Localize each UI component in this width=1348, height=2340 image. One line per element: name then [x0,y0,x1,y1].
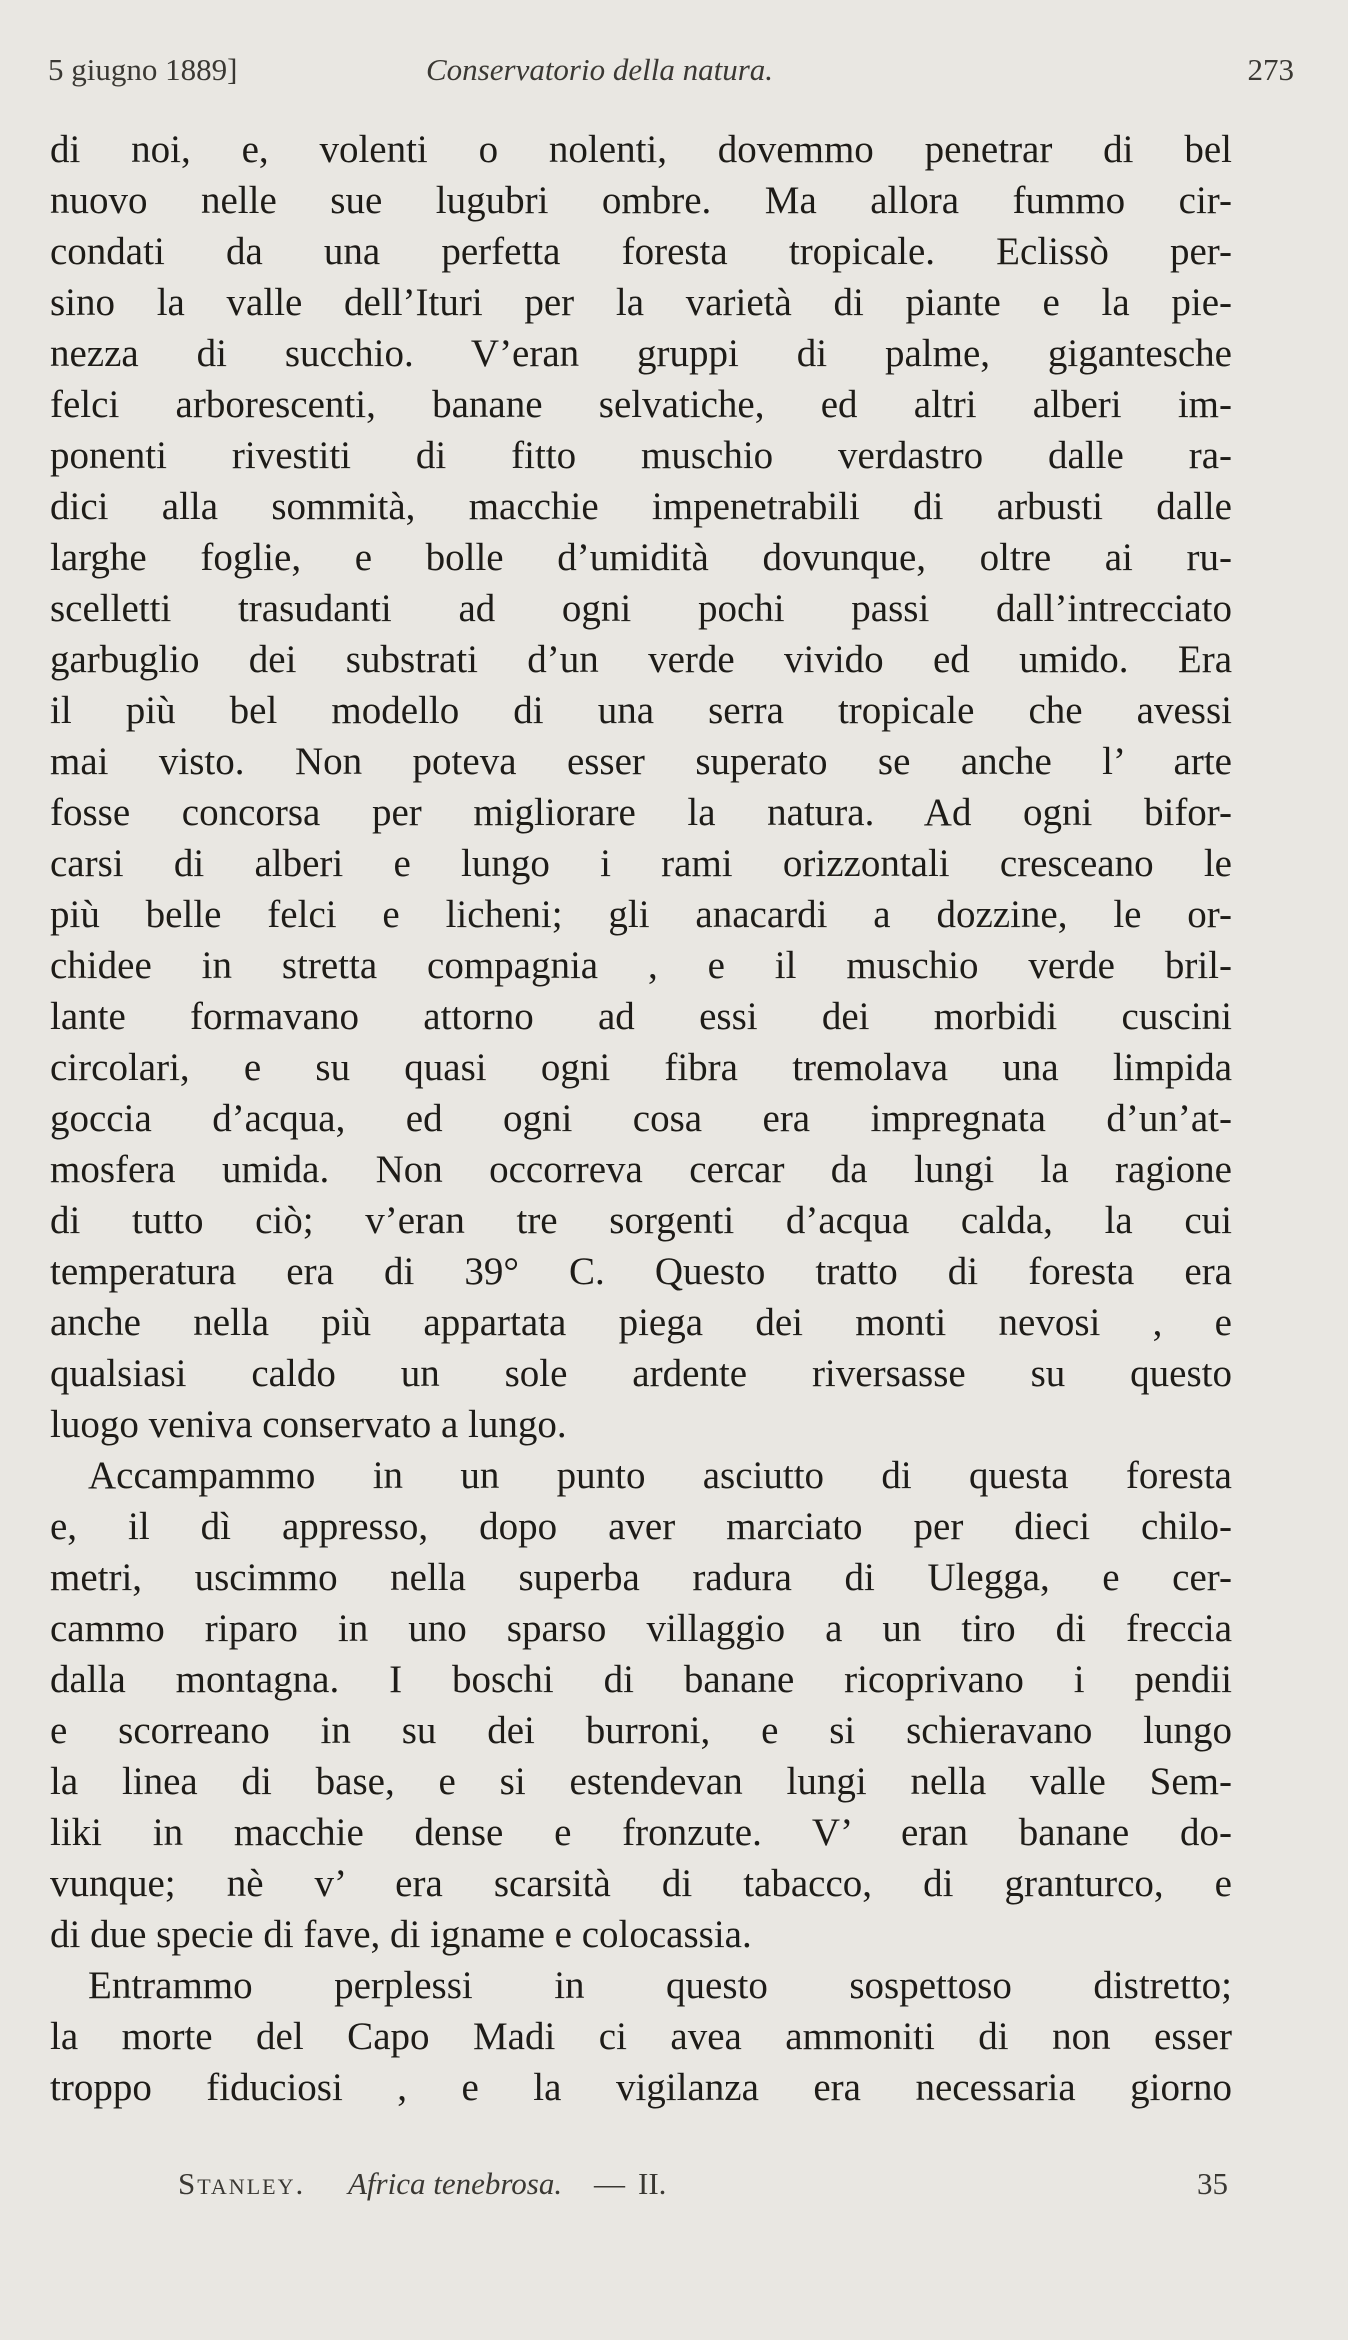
text-line: troppo fiduciosi , e la vigilanza era necessaria giorno [50,2066,1232,2109]
footer-volume: II. [638,2166,667,2201]
text-line: cammo riparo in uno sparso villaggio a un tiro di freccia [50,1607,1232,1650]
text-line: circolari, e su quasi ogni fibra tremolava una limpida [50,1046,1232,1089]
text-line: goccia d’acqua, ed ogni cosa era impregnata d’un’at- [50,1097,1232,1140]
text-line: di noi, e, volenti o nolenti, dovemmo penetrar di bel [50,128,1232,171]
signature-footer [178,2166,1228,2216]
text-line: mosfera umida. Non occorreva cercar da lungi la ragione [50,1148,1232,1191]
text-line: nezza di succhio. V’eran gruppi di palme, gigantesche [50,332,1232,375]
text-line: lante formavano attorno ad essi dei morbidi cuscini [50,995,1232,1038]
text-line: dalla montagna. I boschi di banane ricoprivano i pendii [50,1658,1232,1701]
text-line: nuovo nelle sue lugubri ombre. Ma allora fummo cir- [50,179,1232,222]
text-line: dici alla sommità, macchie impenetrabili di arbusti dalle [50,485,1232,528]
text-line: chidee in stretta compagnia , e il muschio verde bril- [50,944,1232,987]
text-line: larghe foglie, e bolle d’umidità dovunque, oltre ai ru- [50,536,1232,579]
text-line: garbuglio dei substrati d’un verde vivido ed umido. Era [50,638,1232,681]
text-line: e scorreano in su dei burroni, e si schieravano lungo [50,1709,1232,1752]
footer-separator: — [594,2166,625,2201]
text-line: il più bel modello di una serra tropicale che avessi [50,689,1232,732]
text-line: temperatura era di 39° C. Questo tratto di foresta era [50,1250,1232,1293]
text-line: condati da una perfetta foresta tropicale. Eclissò per- [50,230,1232,273]
text-line: liki in macchie dense e fronzute. V’ eran banane do- [50,1811,1232,1854]
text-line: mai visto. Non poteva esser superato se anche l’ arte [50,740,1232,783]
footer-author: Stanley. [178,2166,306,2201]
footer-signature-mark: 35 [1197,2166,1228,2201]
page-number: 273 [1247,52,1294,87]
header-title: Conservatorio della natura. [426,52,774,87]
text-line: fosse concorsa per migliorare la natura. Ad ogni bifor- [50,791,1232,834]
text-line: anche nella più appartata piega dei monti nevosi , e [50,1301,1232,1344]
text-line: sino la valle dell’Ituri per la varietà di piante e la pie- [50,281,1232,324]
running-head [48,52,1294,100]
text-line: la linea di base, e si estendevan lungi nella valle Sem- [50,1760,1232,1803]
text-line: scelletti trasudanti ad ogni pochi passi dall’intrecciato [50,587,1232,630]
text-line: metri, uscimmo nella superba radura di Ulegga, e cer- [50,1556,1232,1599]
text-line-paragraph-end: di due specie di fave, di igname e colocassia. [50,1913,752,1956]
text-line: qualsiasi caldo un sole ardente riversasse su questo [50,1352,1232,1395]
text-line-paragraph-start: Accampammo in un punto asciutto di questa foresta [88,1454,1232,1497]
text-line: carsi di alberi e lungo i rami orizzontali cresceano le [50,842,1232,885]
text-line-paragraph-end: luogo veniva conservato a lungo. [50,1403,567,1446]
footer-book-title: Africa tenebrosa. [348,2166,563,2201]
text-line: ponenti rivestiti di fitto muschio verdastro dalle ra- [50,434,1232,477]
text-line: di tutto ciò; v’eran tre sorgenti d’acqua calda, la cui [50,1199,1232,1242]
text-line-paragraph-start: Entrammo perplessi in questo sospettoso distretto; [88,1964,1232,2007]
body-text [50,124,1232,2113]
text-line: più belle felci e licheni; gli anacardi a dozzine, le or- [50,893,1232,936]
text-line: vunque; nè v’ era scarsità di tabacco, di granturco, e [50,1862,1232,1905]
text-line: felci arborescenti, banane selvatiche, ed altri alberi im- [50,383,1232,426]
header-date: 5 giugno 1889] [48,52,238,87]
text-line: la morte del Capo Madi ci avea ammoniti di non esser [50,2015,1232,2058]
text-line: e, il dì appresso, dopo aver marciato per dieci chilo- [50,1505,1232,1548]
